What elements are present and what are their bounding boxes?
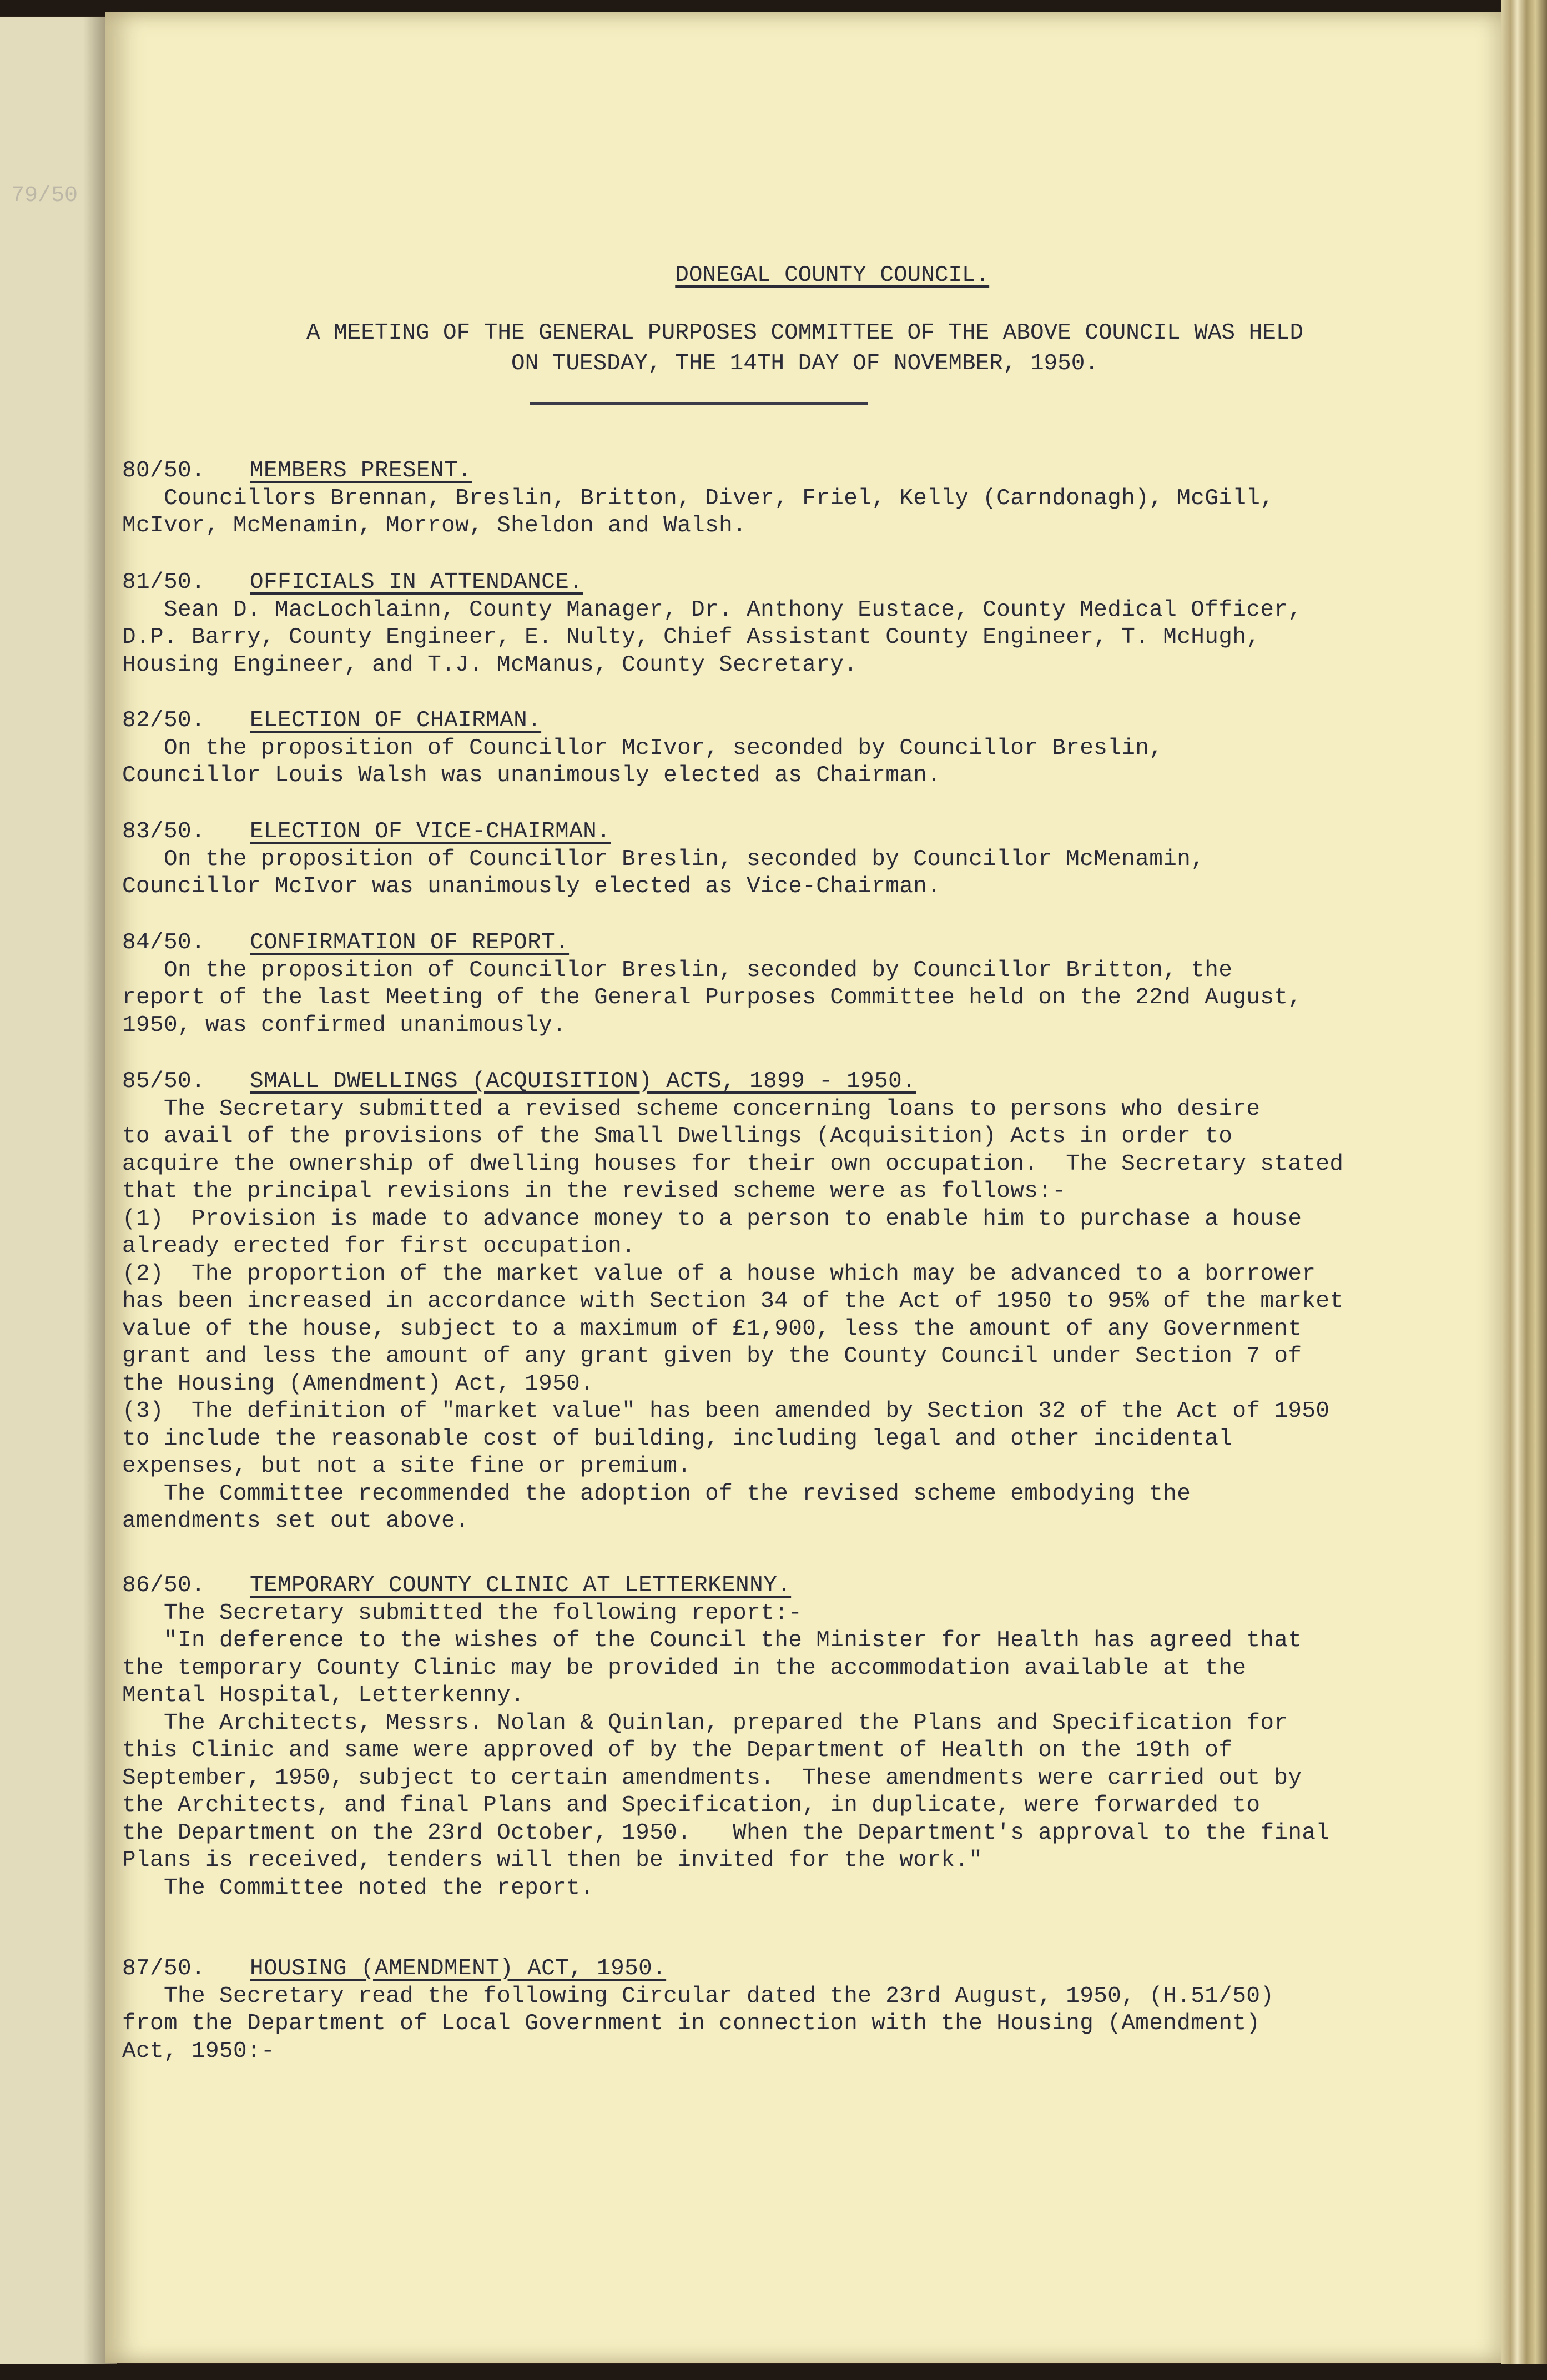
- minute-number: 85/50.: [122, 1069, 206, 1094]
- minute-line: expenses, but not a site fine or premium.: [122, 1453, 692, 1479]
- minute-number: 87/50.: [122, 1956, 206, 1981]
- minute-line: The Secretary read the following Circular dated the 23rd August, 1950, (H.51/50): [122, 1983, 1274, 2009]
- minute-80: [122, 457, 1493, 540]
- facing-page-edge: [0, 17, 117, 2365]
- minute-number: 84/50.: [122, 930, 206, 955]
- minute-line: (2) The proportion of the market value of a house which may be advanced to a borrower: [122, 1261, 1316, 1287]
- minute-line: this Clinic and same were approved of by the Department of Health on the 19th of: [122, 1738, 1233, 1763]
- minute-line: report of the last Meeting of the General Purposes Committee held on the 22nd August,: [122, 985, 1302, 1010]
- minute-number: 81/50.: [122, 570, 206, 595]
- minute-line: to include the reasonable cost of building, including legal and other incidental: [122, 1426, 1233, 1452]
- minute-line: has been increased in accordance with Section 34 of the Act of 1950 to 95% of the market: [122, 1289, 1344, 1314]
- minute-line: value of the house, subject to a maximum of £1,900, less the amount of any Government: [122, 1316, 1302, 1342]
- minute-line: The Architects, Messrs. Nolan & Quinlan, prepared the Plans and Specification for: [122, 1710, 1288, 1736]
- minute-84: [122, 929, 1493, 1039]
- minute-line: from the Department of Local Government in connection with the Housing (Amendment): [122, 2011, 1261, 2036]
- book-spine-edge: [1501, 0, 1547, 2380]
- minute-line: On the proposition of Councillor Breslin, seconded by Councillor Britton, the: [122, 957, 1233, 983]
- minute-heading: ELECTION OF VICE-CHAIRMAN.: [250, 819, 611, 844]
- minute-number: 83/50.: [122, 819, 206, 844]
- minute-line: (1) Provision is made to advance money to a person to enable him to purchase a house: [122, 1206, 1302, 1232]
- minute-line: Councillor Louis Walsh was unanimously elected as Chairman.: [122, 763, 941, 788]
- minute-line: Mental Hospital, Letterkenny.: [122, 1683, 525, 1708]
- scanner-frame-bottom: [0, 2364, 1547, 2380]
- minute-line: The Secretary submitted a revised scheme concerning loans to persons who desire: [122, 1096, 1261, 1122]
- minute-line: On the proposition of Councillor McIvor, seconded by Councillor Breslin,: [122, 735, 1163, 761]
- minute-line: Councillor McIvor was unanimously elected as Vice-Chairman.: [122, 874, 941, 899]
- minute-line: The Committee noted the report.: [122, 1875, 594, 1901]
- minute-line: The Secretary submitted the following report:-: [122, 1600, 803, 1626]
- minute-line: that the principal revisions in the revised scheme were as follows:-: [122, 1179, 1066, 1204]
- minute-heading: CONFIRMATION OF REPORT.: [250, 930, 570, 955]
- minute-line: acquire the ownership of dwelling houses for their own occupation. The Secretary stated: [122, 1151, 1344, 1177]
- margin-note: 79/50: [11, 183, 78, 208]
- minute-number: 82/50.: [122, 708, 206, 733]
- minute-heading: TEMPORARY COUNTY CLINIC AT LETTERKENNY.: [250, 1573, 792, 1598]
- minute-line: (3) The definition of "market value" has been amended by Section 32 of the Act of 1950: [122, 1398, 1330, 1424]
- minute-number: 80/50.: [122, 458, 206, 484]
- minute-87: [122, 1955, 1493, 2065]
- minute-line: the Housing (Amendment) Act, 1950.: [122, 1371, 594, 1397]
- document-page: [105, 12, 1504, 2363]
- minute-heading: ELECTION OF CHAIRMAN.: [250, 708, 542, 733]
- minute-line: The Committee recommended the adoption of the revised scheme embodying the: [122, 1481, 1191, 1507]
- minute-line: Councillors Brennan, Breslin, Britton, Diver, Friel, Kelly (Carndonagh), McGill,: [122, 485, 1274, 511]
- minute-line: "In deference to the wishes of the Council the Minister for Health has agreed that: [122, 1628, 1302, 1653]
- minute-83: [122, 818, 1493, 901]
- minute-line: On the proposition of Councillor Breslin, seconded by Councillor McMenamin,: [122, 846, 1205, 872]
- meeting-intro-line-1: A MEETING OF THE GENERAL PURPOSES COMMITTEE OF THE ABOVE COUNCIL WAS HELD: [306, 320, 1304, 346]
- minute-line: already erected for first occupation.: [122, 1234, 636, 1259]
- minute-number: 86/50.: [122, 1573, 206, 1598]
- minute-line: the temporary County Clinic may be provided in the accommodation available at the: [122, 1655, 1247, 1681]
- minute-line: Housing Engineer, and T.J. McManus, County Secretary.: [122, 652, 858, 678]
- meeting-intro-line-2: ON TUESDAY, THE 14TH DAY OF NOVEMBER, 1950.: [511, 351, 1098, 376]
- minute-85: [122, 1068, 1493, 1536]
- minute-line: the Architects, and final Plans and Specification, in duplicate, were forwarded to: [122, 1793, 1261, 1818]
- minute-line: amendments set out above.: [122, 1508, 470, 1534]
- page-title: DONEGAL COUNTY COUNCIL.: [675, 263, 990, 288]
- minute-line: September, 1950, subject to certain amendments. These amendments were carried out by: [122, 1765, 1302, 1791]
- minute-86: [122, 1572, 1493, 1902]
- minute-line: Sean D. MacLochlainn, County Manager, Dr. Anthony Eustace, County Medical Officer,: [122, 597, 1302, 623]
- minute-heading: OFFICIALS IN ATTENDANCE.: [250, 570, 583, 595]
- minute-heading: HOUSING (AMENDMENT) ACT, 1950.: [250, 1956, 667, 1981]
- minute-line: 1950, was confirmed unanimously.: [122, 1012, 567, 1038]
- minute-line: Plans is received, tenders will then be invited for the work.": [122, 1848, 983, 1873]
- minute-line: McIvor, McMenamin, Morrow, Sheldon and Walsh.: [122, 513, 747, 539]
- minute-82: [122, 707, 1493, 790]
- minute-line: grant and less the amount of any grant given by the County Council under Section 7 of: [122, 1344, 1302, 1369]
- minute-81: [122, 569, 1493, 679]
- title-divider: [530, 402, 868, 405]
- minute-line: Act, 1950:-: [122, 2038, 275, 2064]
- minute-heading: MEMBERS PRESENT.: [250, 458, 472, 484]
- minute-line: to avail of the provisions of the Small Dwellings (Acquisition) Acts in order to: [122, 1124, 1233, 1149]
- minute-heading: SMALL DWELLINGS (ACQUISITION) ACTS, 1899 - 1950.: [250, 1069, 916, 1094]
- minute-line: D.P. Barry, County Engineer, E. Nulty, Chief Assistant County Engineer, T. McHugh,: [122, 625, 1261, 650]
- minute-line: the Department on the 23rd October, 1950. When the Department's approval to the final: [122, 1820, 1330, 1846]
